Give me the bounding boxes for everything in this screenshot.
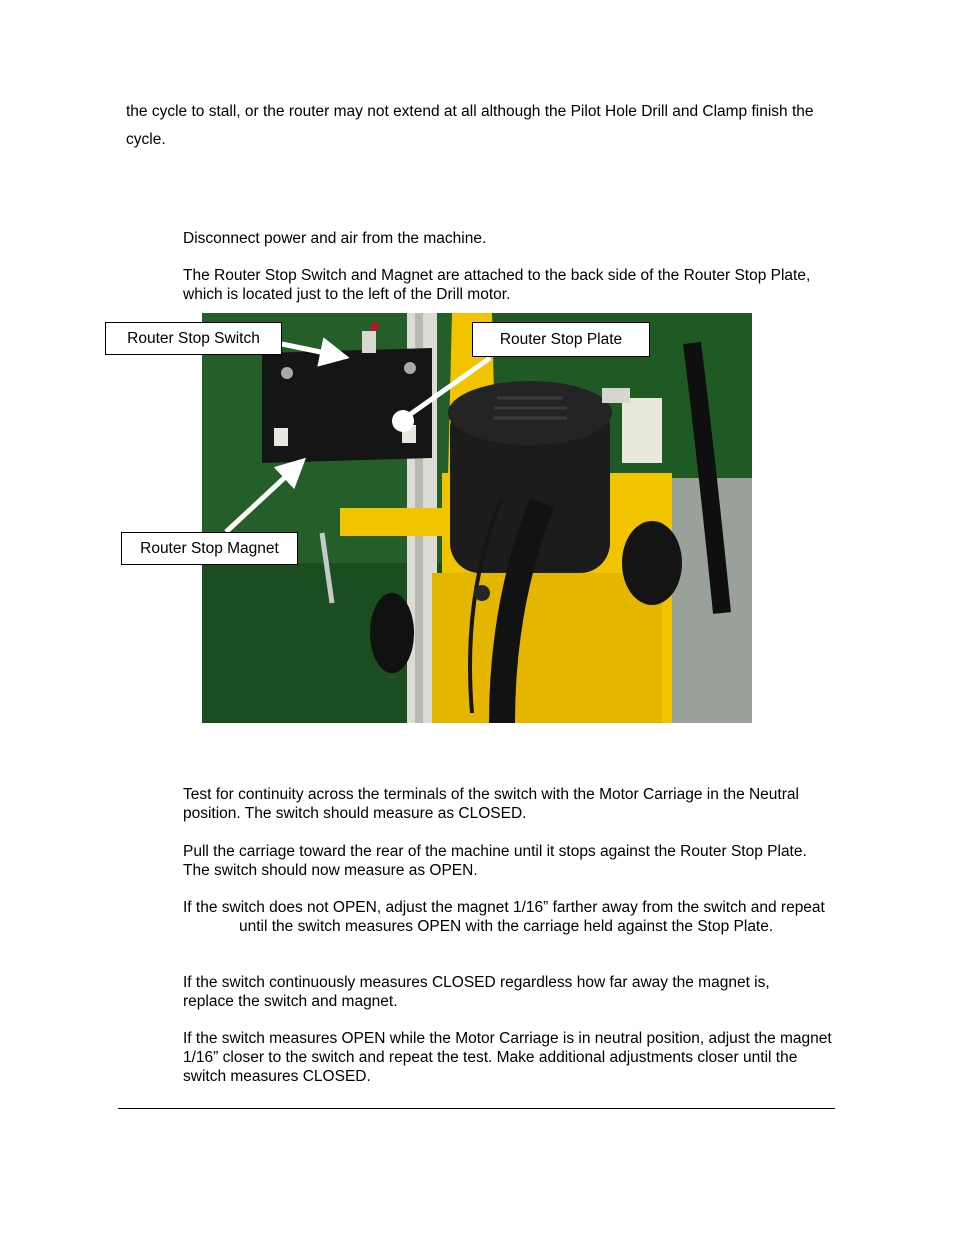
callout-router-stop-switch: Router Stop Switch (105, 322, 282, 355)
step-replace: If the switch continuously measures CLOSED regardless how far away the magnet is, replace the switch and magnet. (183, 974, 770, 1010)
step-location: The Router Stop Switch and Magnet are attached to the back side of the Router Stop Plate, which is located just to the left of the Drill motor. (183, 267, 811, 303)
step-adjust-farther (183, 898, 833, 936)
callout-router-stop-plate: Router Stop Plate (472, 322, 650, 357)
intro-paragraph: the cycle to stall, or the router may not extend at all although the Pilot Hole Drill and Clamp finish the cycle. (126, 103, 814, 148)
step-disconnect: Disconnect power and air from the machine. (183, 230, 487, 247)
router-stop-photo (202, 313, 752, 723)
step-pull-carriage: Pull the carriage toward the rear of the machine until it stops against the Router Stop Plate. The switch should now measure as OPEN. (183, 843, 807, 879)
adjust-text-a: If the switch does not OPEN, adjust the magnet 1/16” farther away from the switch and repeat (183, 899, 825, 916)
footer-rule (118, 1108, 835, 1109)
step-closer: If the switch measures OPEN while the Motor Carriage is in neutral position, adjust the magnet 1/16” closer to the switch and repeat the test. Make additional adjustments closer until the switch measures CLOSED. (183, 1030, 832, 1085)
adjust-text-b: until the switch measures OPEN with the carriage held against the Stop Plate. (239, 918, 774, 935)
step-test-neutral: Test for continuity across the terminals of the switch with the Motor Carriage in the Neutral position. The switch should measure as CLOSED. (183, 786, 799, 822)
callout-router-stop-magnet: Router Stop Magnet (121, 532, 298, 565)
